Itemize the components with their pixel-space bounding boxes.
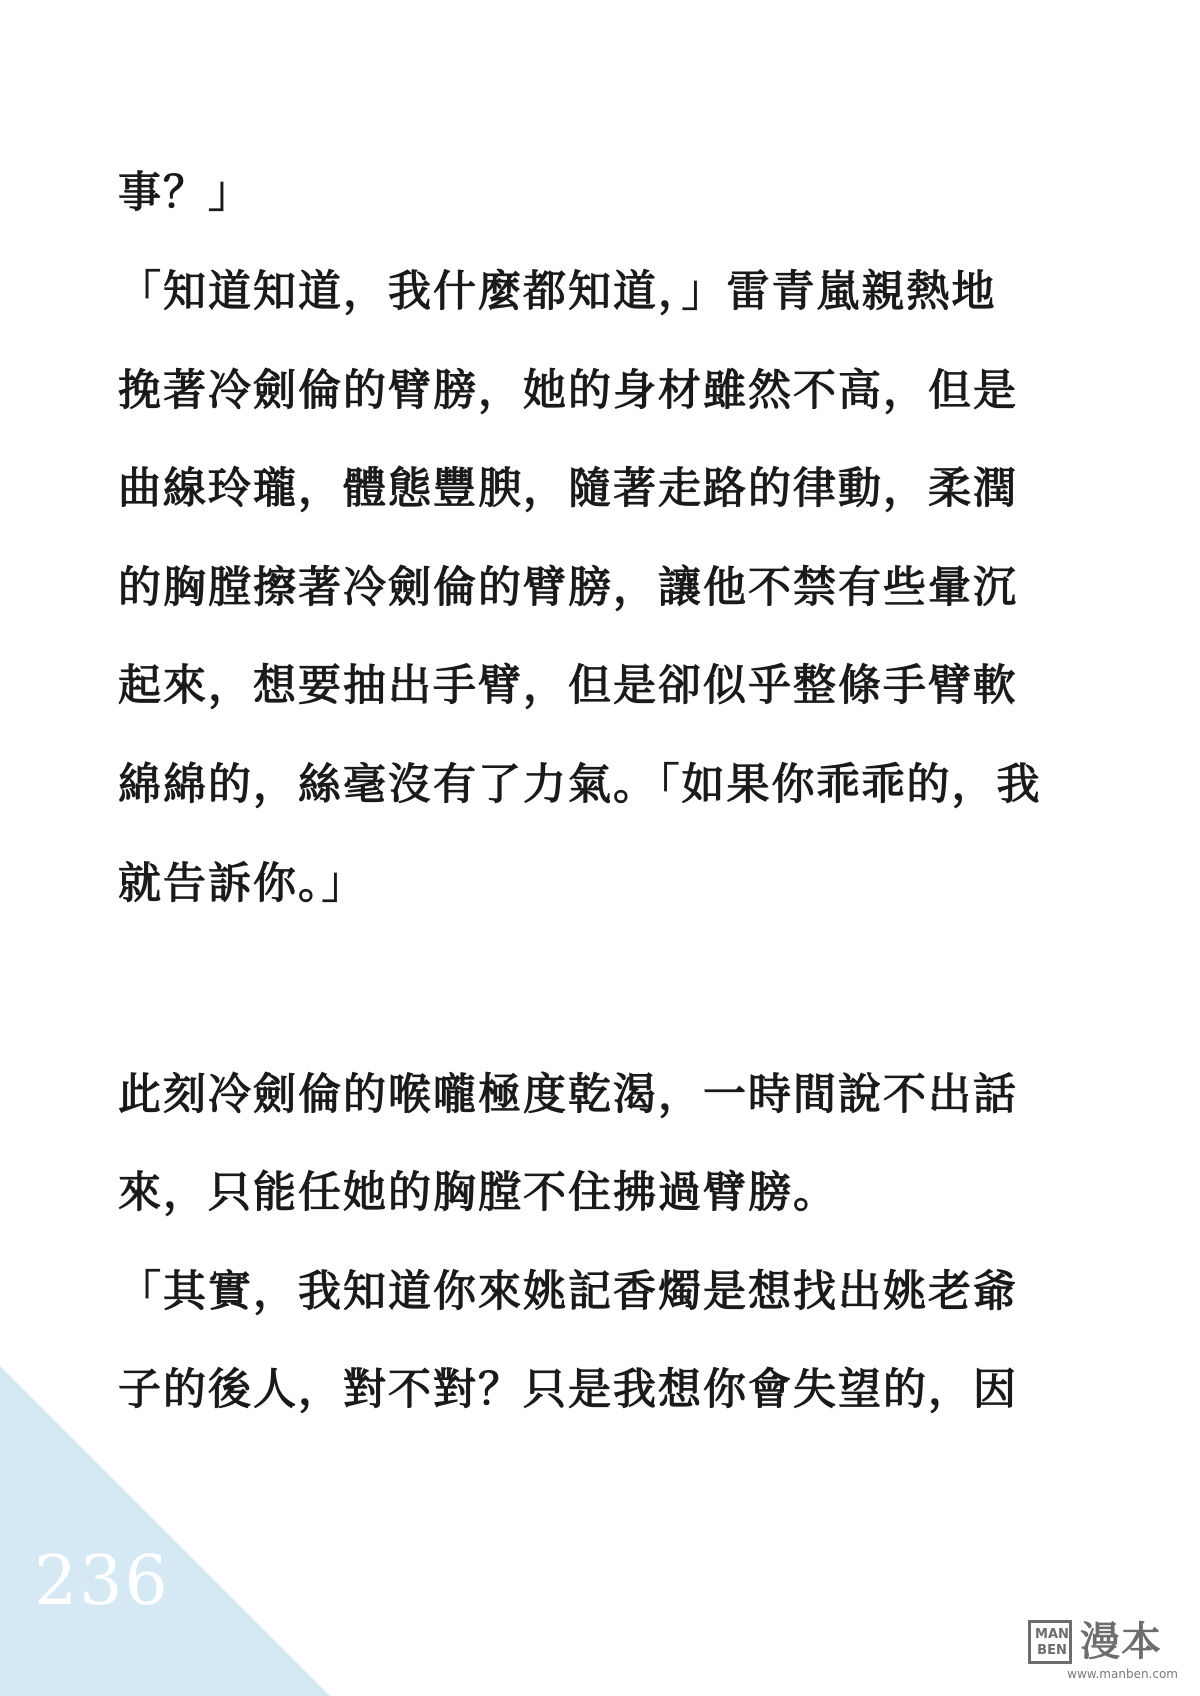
text-line: 起來，想要抽出手臂，但是卻似乎整條手臂軟 <box>118 661 1018 711</box>
watermark-chinese: 漫本 <box>1080 1619 1162 1665</box>
text-line: 事？」 <box>118 168 253 218</box>
text-line: 的胸膛擦著冷劍倫的臂膀，讓他不禁有些暈沉 <box>118 563 1018 613</box>
watermark-logo <box>1028 1620 1178 1682</box>
text-line: 綿綿的，絲毫沒有了力氣。「如果你乖乖的，我 <box>118 760 1042 810</box>
text-line: 「知道知道，我什麼都知道，」雷青嵐親熱地 <box>118 267 997 317</box>
text-line: 此刻冷劍倫的喉嚨極度乾渴，一時間說不出話 <box>118 1070 1018 1120</box>
text-line: 子的後人，對不對？只是我想你會失望的，因 <box>118 1365 1018 1415</box>
text-line: 曲線玲瓏，體態豐腴，隨著走路的律動，柔潤 <box>118 464 1018 514</box>
watermark-url: www.manben.com <box>1067 1667 1178 1681</box>
watermark-box-text: MAN BEN <box>1035 1627 1069 1658</box>
text-line: 「其實，我知道你來姚記香燭是想找出姚老爺 <box>118 1267 1018 1317</box>
text-line: 來，只能任她的胸膛不住拂過臂膀。 <box>118 1168 838 1218</box>
corner-decoration <box>0 1366 330 1696</box>
text-line: 挽著冷劍倫的臂膀，她的身材雖然不高，但是 <box>118 366 1018 416</box>
text-line: 就告訴你。」 <box>118 859 367 909</box>
page-number: 236 <box>34 1542 170 1621</box>
watermark-box-icon <box>1028 1620 1072 1664</box>
